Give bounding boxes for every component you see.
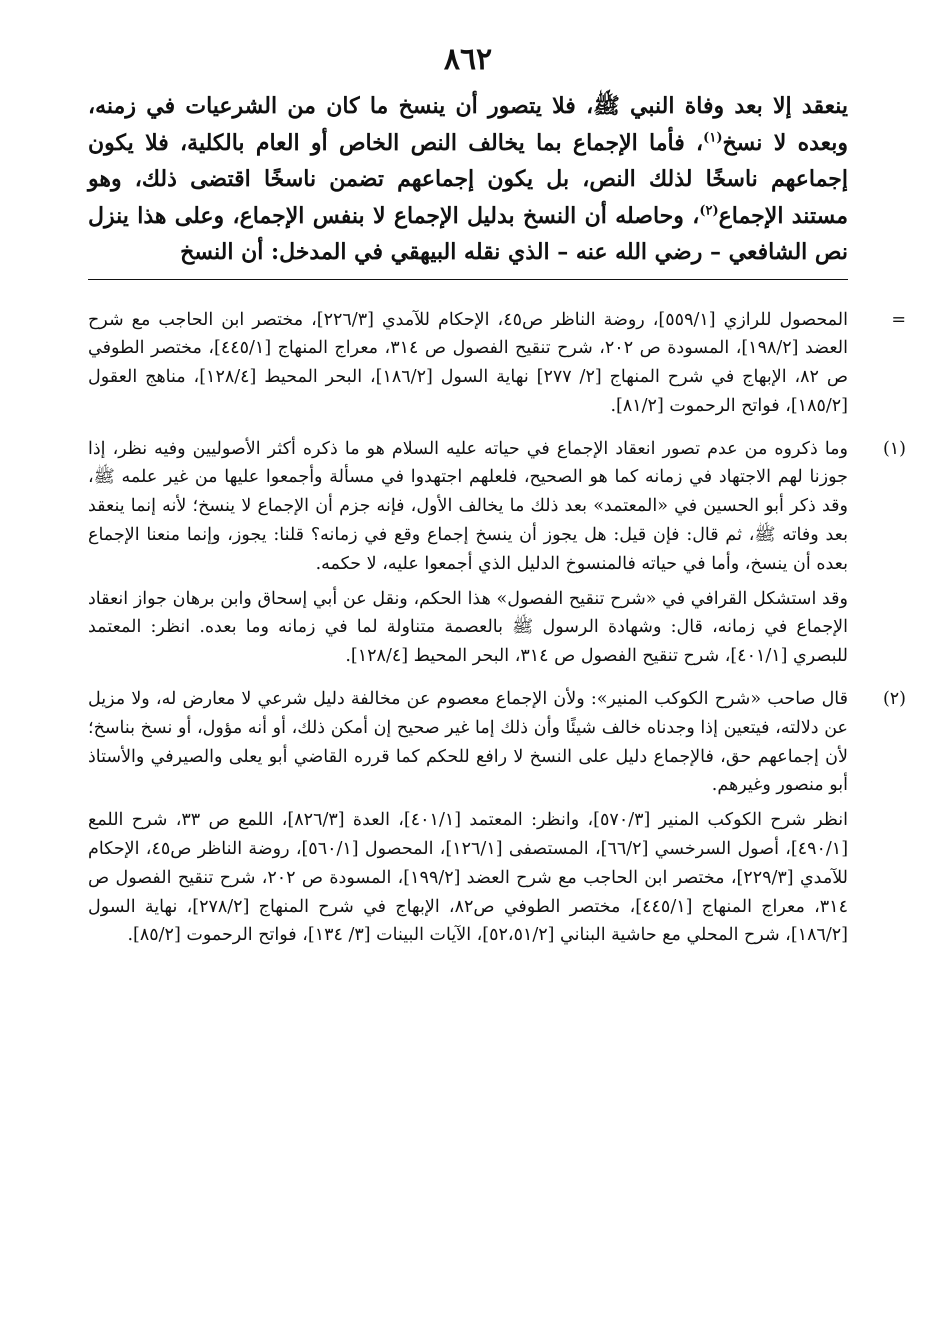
footnote-continued: [88, 306, 906, 421]
footnote-1-marker: (١): [882, 438, 906, 459]
footnote-2-marker: (٢): [882, 689, 906, 710]
footnote-1-paragraph-2: وقد استشكل القرافي في «شرح تنقيح الفصول» هذا الحكم، ونقل عن أبي إسحاق وابن برهان جواز انعقاد الإجماع في زمانه، قال: وشهادة الرسول ﷺ بالعصمة متناولة لما في زمانه وما بعده. انظر: المعتمد للبصري [٤٠١/١]، شرح تنقيح الفصول ص ٣١٤، البحر المحيط [١٢٨/٤].: [88, 588, 848, 667]
footnote-1-paragraph-1: وما ذكروه من عدم تصور انعقاد الإجماع في حياته عليه السلام هو ما ذكره أكثر الأصوليين وفيه نظر، إذا جوزنا لهم الاجتهاد في زمانه كما هو الصحيح، فلعلهم اجتهدوا في مسألة وأجمعوا عليها من غير علمه ﷺ، وقد ذكر أبو الحسين في «المعتمد» بعد ذلك ما يخالف الأول، فإنه جزم أن الإجماع لا ينسخ؛ لأنه إنما ينعقد بعد وفاته ﷺ، ثم قال: فإن قيل: هل يجوز أن ينسخ إجماع وقع في زمانه؟ قلنا: يجوز، وإنما منعنا الإجماع بعده أن ينسخ، وأما في حياته فالمنسوخ الدليل الذي أجمعوا عليه، لا حكمه.: [88, 438, 848, 574]
footnote-2-paragraph-1: قال صاحب «شرح الكوكب المنير»: ولأن الإجماع معصوم عن مخالفة دليل شرعي لا معارض له، ولا مزيل عن دلالته، فيتعين إذا وجدناه خالف شيئًا وأن ذلك إما غير صحيح إن أمكن ذلك، أو أنه مؤول، أو نسخ بناسخ؛ لأن إجماعهم حق، فالإجماع دليل على النسخ لا رافع للحكم كما قرره القاضي أبو يعلى والصيرفي والأستاذ أبو منصور وغيرهم.: [88, 689, 848, 796]
footnote-ref-1: (١): [703, 130, 723, 146]
footnote-1: [88, 435, 906, 671]
footnote-2: [88, 685, 906, 950]
document-page: [88, 40, 906, 964]
main-text-part-3: ، وحاصله أن النسخ بدليل الإجماع لا بنفس الإجماع، وعلى هذا ينزل نص الشافعي – رضي الله عنه – الذي نقله البيهقي في المدخل: أن النسخ: [88, 202, 848, 265]
main-text-part-2: ، فأما الإجماع بما يخالف النص الخاص أو العام بالكلية، فلا يكون إجماعهم ناسخًا لذلك النص، بل يكون إجماعهم تضمن ناسخًا اقتضى ذلك، وهو مستند الإجماع: [88, 129, 848, 229]
footnote-separator: [88, 279, 848, 280]
main-text: [88, 88, 848, 271]
footnote-2-paragraph-2: انظر شرح الكوكب المنير [٥٧٠/٣]، وانظر: المعتمد [٤٠١/١]، العدة [٨٢٦/٣]، اللمع ص ٣٣، شرح اللمع [٤٩٠/١]، أصول السرخسي [٦٦/٢]، المستصفى [١٢٦/١]، المحصول [٥٦٠/١]، روضة الناظر ص٤٥، الإحكام للآمدي [٢٢٩/٣]، مختصر ابن الحاجب مع شرح العضد [١٩٩/٢]، المسودة ص ٢٠٢، شرح تنقيح الفصول ص ٣١٤، معراج المنهاج [٤٤٥/١]، مختصر الطوفي ص٨٢، الإبهاج في شرح المنهاج [٢٧٨/٢]، نهاية السول [١٨٦/٢]، شرح المحلي مع حاشية البناني [٥٢،٥١/٢]، الآيات البينات [٣/ ١٣٤]، فواتح الرحموت [٨٥/٢].: [88, 810, 849, 946]
footnote-continued-marker: =: [891, 309, 906, 330]
page-number: ٨٦٢: [443, 42, 493, 77]
main-text-part-1: ينعقد إلا بعد وفاة النبي ﷺ، فلا يتصور أن ينسخ ما كان من الشرعيات في زمنه، وبعده لا نسخ: [88, 93, 849, 156]
footnote-continued-text: المحصول للرازي [٥٥٩/١]، روضة الناظر ص٤٥، الإحكام للآمدي [٢٢٦/٣]، مختصر ابن الحاجب مع شرح العضد [١٩٨/٢]، المسودة ص ٢٠٢، شرح تنقيح الفصول ص ٣١٤، معراج المنهاج [٤٤٥/١]، مختصر الطوفي ص ٨٢، الإبهاج في شرح المنهاج [٢/ ٢٧٧] نهاية السول [١٨٦/٢]، البحر المحيط [١٢٨/٤]، مناهج العقول [١٨٥/٢]، فواتح الرحموت [٨١/٢].: [88, 309, 848, 416]
footnote-ref-2: (٢): [699, 203, 719, 219]
